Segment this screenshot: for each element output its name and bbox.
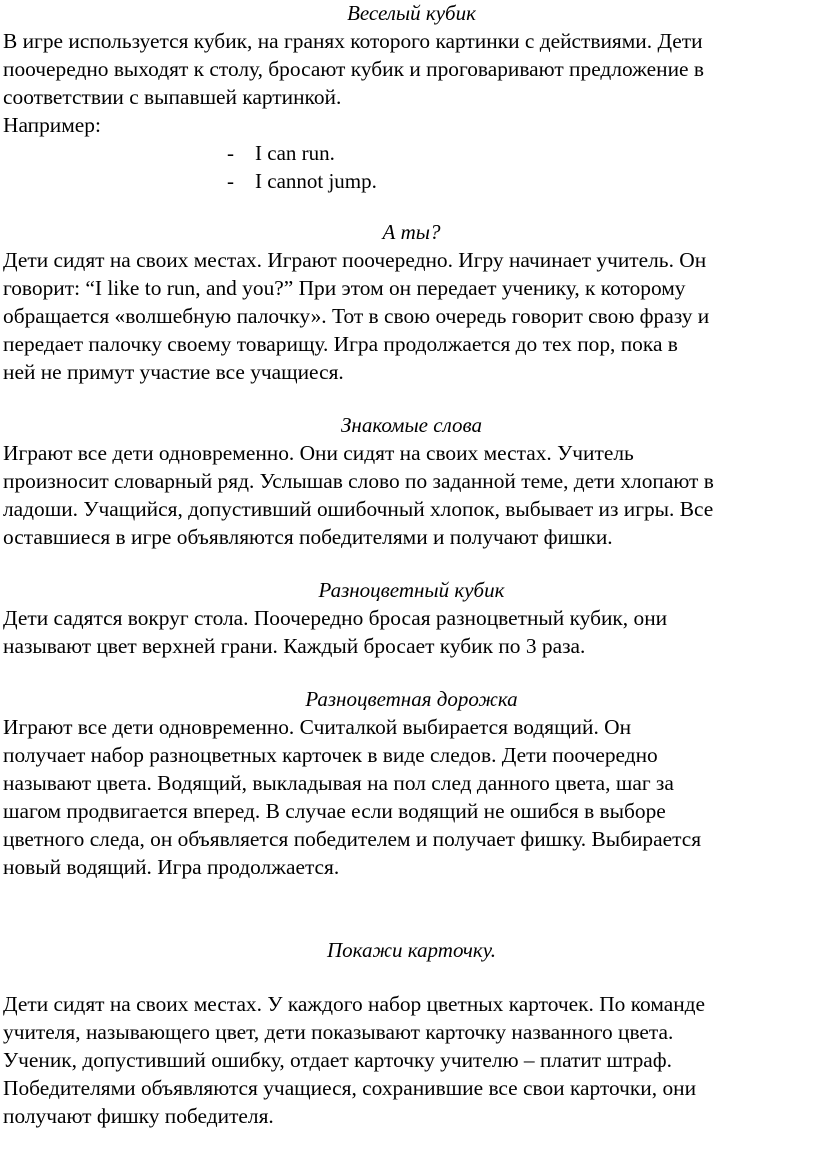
section-title-a-ty: А ты?: [382, 220, 441, 244]
spacer: [3, 660, 810, 686]
example-item: [3, 139, 810, 167]
example-list: [3, 139, 810, 195]
list-dash: -: [227, 141, 234, 165]
section-text-raznocvetny-kubik: Дети садятся вокруг стола. Поочередно бросая разноцветный кубик, они называют цвет верхней грани. Каждый бросает кубик по 3 раза.: [3, 606, 668, 658]
section-title-vesely-kubik: Веселый кубик: [347, 1, 476, 25]
section-title-raznocvetny-kubik: Разноцветный кубик: [318, 578, 505, 602]
example-text: I can run.: [255, 141, 335, 165]
list-dash: -: [227, 169, 234, 193]
section-title-pokazhi-kartochku: Покажи карточку.: [327, 938, 496, 962]
section-text-pokazhi-kartochku: Дети сидят на своих местах. У каждого набор цветных карточек. По команде учителя, называющего цвет, дети показывают карточку названного цвета. Ученик, допустивший ошибку, отдает карточку учителю – платит штраф. Победителями объявляются учащиеся, сохранившие все свои карточки, они получают фишку победителя.: [3, 992, 706, 1128]
spacer: [3, 881, 810, 937]
section-text-raznocvetnaya-dorozhka: Играют все дети одновременно. Считалкой выбирается водящий. Он получает набор разноцветных карточек в виде следов. Дети поочередно называют цвета. Водящий, выкладывая на пол след данного цвета, шаг за шагом продвигается вперед. В случае если водящий не ошибся в выборе цветного следа, он объявляется победителем и получает фишку. Выбирается новый водящий. Игра продолжается.: [3, 715, 702, 879]
section-text-vesely-kubik: В игре используется кубик, на гранях которого картинки с действиями. Дети поочередно выходят к столу, бросают кубик и проговаривают предложение в соответствии с выпавшей картинкой. Например:: [3, 29, 704, 137]
spacer: [3, 195, 810, 219]
section-title-raznocvetnaya-dorozhka: Разноцветная дорожка: [305, 687, 518, 711]
spacer: [3, 386, 810, 412]
spacer: [3, 551, 810, 577]
example-item: [3, 167, 810, 195]
example-text: I cannot jump.: [255, 169, 377, 193]
section-text-a-ty: Дети сидят на своих местах. Играют поочередно. Игру начинает учитель. Он говорит: “I like to run, and you?” При этом он передает ученику, к которому обращается «волшебную палочку». Тот в свою очередь говорит свою фразу и передает палочку своему товарищу. Игра продолжается до тех пор, пока в ней не примут участие все учащиеся.: [3, 248, 710, 384]
section-text-znakomye-slova: Играют все дети одновременно. Они сидят на своих местах. Учитель произносит словарный ряд. Услышав слово по заданной теме, дети хлопают в ладоши. Учащийся, допустивший ошибочный хлопок, выбывает из игры. Все оставшиеся в игре объявляются победителями и получают фишки.: [3, 441, 714, 549]
section-title-znakomye-slova: Знакомые слова: [341, 413, 482, 437]
spacer: [3, 964, 810, 990]
